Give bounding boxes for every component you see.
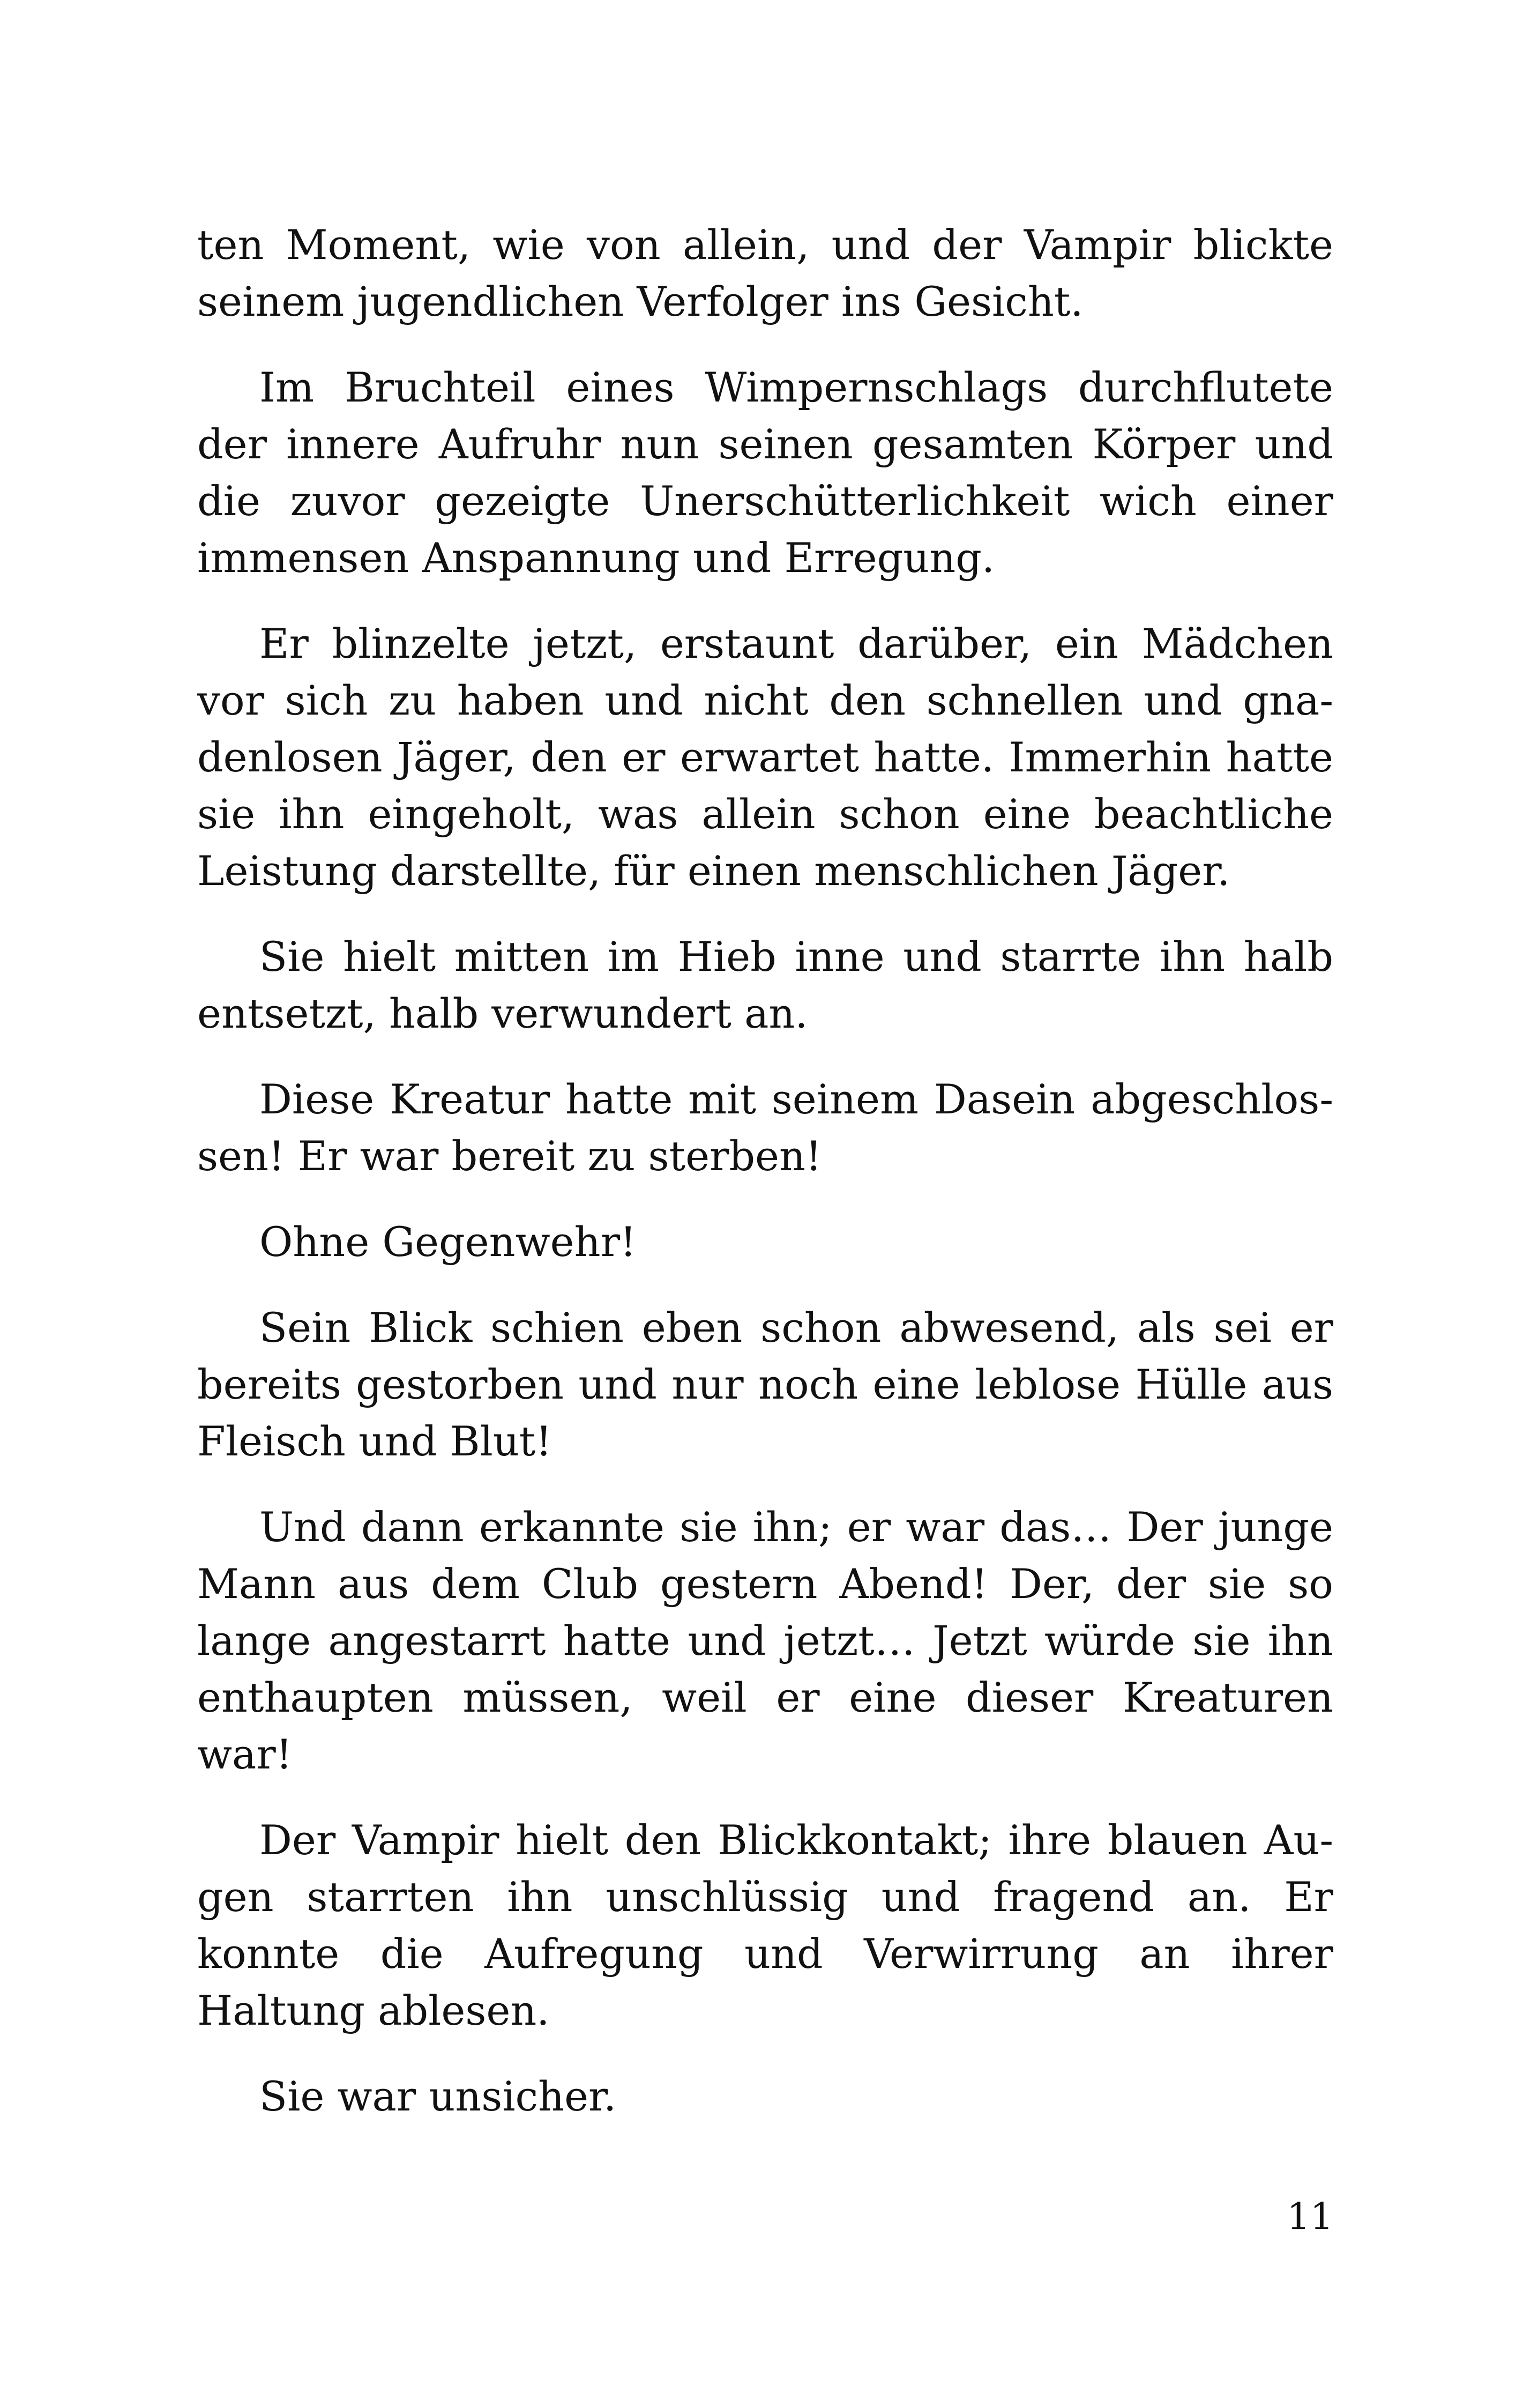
paragraph-1: ten Moment, wie von allein, und der Vampir blickte seinem jugendlichen Verfolger ins Gesicht. [197, 221, 1333, 325]
paragraph-5: Diese Kreatur hatte mit seinem Dasein abgeschlossen! Er war bereit zu sterben! [197, 1075, 1333, 1180]
paragraph-9: Der Vampir hielt den Blickkontakt; ihre blauen Augen starrten ihn unschlüssig und fragend an. Er konnte die Aufregung und Verwirrung an ihrer Haltung ablesen. [197, 1816, 1333, 2034]
paragraph-10: Sie war unsicher. [259, 2072, 617, 2120]
body-text [197, 217, 1333, 2154]
paragraph-8: Und dann erkannte sie ihn; er war das… Der junge Mann aus dem Club gestern Abend! Der, der sie so lange angestarrt hatte und jetzt… Jetzt würde sie ihn enthaupten müssen, weil er eine dieser Kreaturen war! [197, 1503, 1333, 1778]
page-number: 11 [1287, 2196, 1333, 2238]
paragraph-4: Sie hielt mitten im Hieb inne und starrte ihn halb entsetzt, halb verwundert an. [197, 933, 1333, 1037]
paragraph-7: Sein Blick schien eben schon abwesend, als sei er bereits gestorben und nur noch eine leblose Hülle aus Fleisch und Blut! [197, 1304, 1333, 1465]
paragraph-2: Im Bruchteil eines Wimpernschlags durchflutete der innere Aufruhr nun seinen gesamten Körper und die zuvor gezeigte Unerschütterlichkeit wich einer immensen Anspannung und Erregung. [197, 363, 1333, 582]
paragraph-3: Er blinzelte jetzt, erstaunt darüber, ein Mädchen vor sich zu haben und nicht den schnellen und gnadenlosen Jäger, den er erwartet hatte. Immerhin hatte sie ihn eingeholt, was allein schon eine beachtliche Leistung darstellte, für einen menschlichen Jäger. [197, 620, 1333, 895]
paragraph-6: Ohne Gegenwehr! [259, 1218, 637, 1266]
